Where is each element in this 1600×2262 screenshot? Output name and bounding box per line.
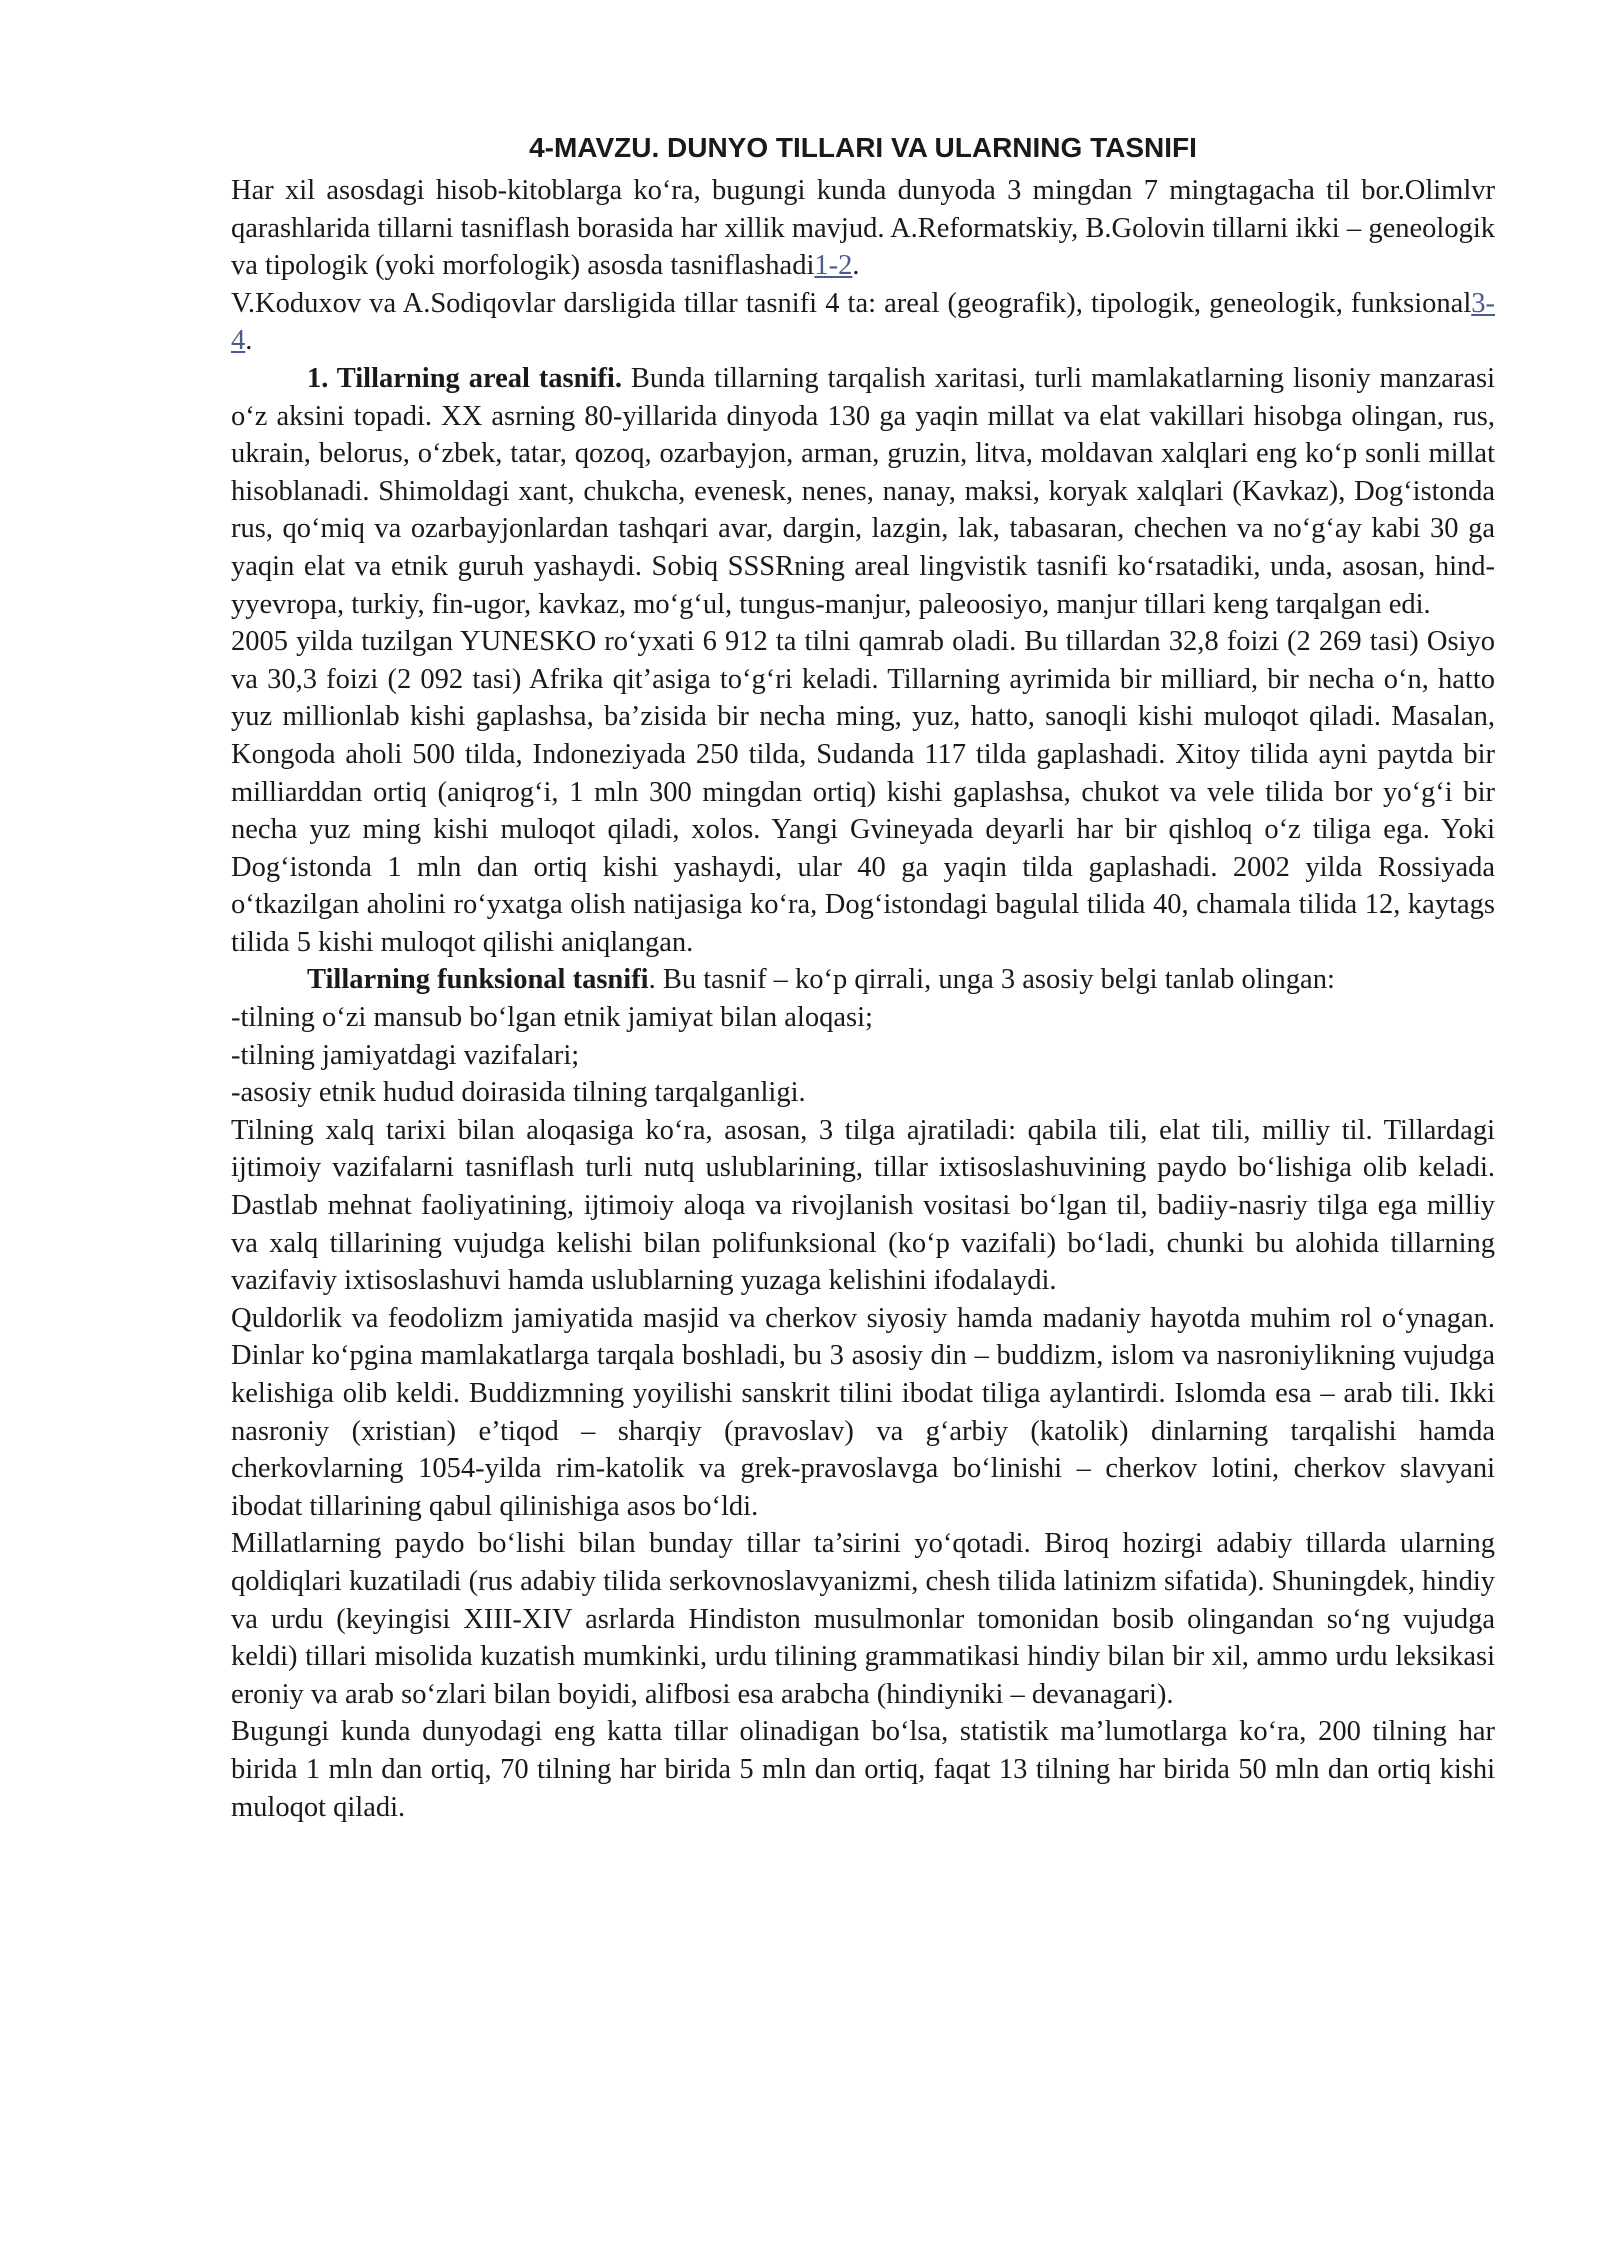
paragraph-intro — [231, 172, 1495, 285]
document-page — [231, 130, 1495, 1826]
section-heading-functional: Tillarning funksional tasnifi — [307, 964, 649, 996]
paragraph-areal — [231, 360, 1495, 623]
page-title: 4-MAVZU. DUNYO TILLARI VA ULARNING TASNIFI — [529, 132, 1197, 163]
paragraph-text: . Bu tasnif – ko‘p qirrali, unga 3 asosiy belgi tanlab olingan: — [648, 964, 1335, 996]
footnote-link[interactable]: 1-2 — [814, 250, 853, 282]
paragraph-text: V.Koduxov va A.Sodiqovlar darsligida tillar tasnifi 4 ta: areal (geografik), tipologik, geneologik, funksional — [231, 287, 1472, 319]
list-item: -tilning jamiyatdagi vazifalari; — [231, 1039, 580, 1071]
list-item: -asosiy etnik hudud doirasida tilning tarqalganligi. — [231, 1077, 806, 1109]
list-item: -tilning o‘zi mansub bo‘lgan etnik jamiyat bilan aloqasi; — [231, 1002, 873, 1034]
footnote-link[interactable]: 3-4 — [231, 287, 1495, 357]
paragraph-history: Tilning xalq tarixi bilan aloqasiga ko‘ra, asosan, 3 tilga ajratiladi: qabila tili, elat tili, milliy til. Tillardagi ijtimoiy vazifalarni tasniflash turli nutq uslublarining, tillar ixtisoslashuvining paydo bo‘lishiga olib keladi. Dastlab mehnat faoliyatining, ijtimoiy aloqa va rivojlanish vositasi bo‘lgan til, badiiy-nasriy tilga ega milliy va xalq tillarining vujudga kelishi bilan polifunksional (ko‘p vazifali) bo‘ladi, chunki bu alohida tillarning vazifaviy ixtisoslashuvi hamda uslublarning yuzaga kelishini ifodalaydi. — [231, 1114, 1495, 1297]
paragraph-text: Har xil asosdagi hisob-kitoblarga ko‘ra, bugungi kunda dunyoda 3 mingdan 7 mingtagacha til bor.Olimlvr qarashlarida tillarni tasniflash borasida har xillik mavjud. A.Reformatskiy, B.Golovin tillarni ikki – geneologik va tipologik (yoki morfologik) asosda tasniflashadi — [231, 175, 1495, 282]
paragraph-statistics: Bugungi kunda dunyodagi eng katta tillar olinadigan bo‘lsa, statistik ma’lumotlarga ko‘ra, 200 tilning har birida 1 mln dan ortiq, 70 tilning har birida 5 mln dan ortiq, faqat 13 tilning har birida 50 mln dan ortiq kishi muloqot qiladi. — [231, 1716, 1495, 1823]
section-heading-areal: 1. Tillarning areal tasnifi. — [307, 362, 622, 394]
paragraph-tail: . — [852, 250, 860, 282]
paragraph-functional — [231, 961, 1495, 999]
paragraph-tail: . — [245, 325, 253, 357]
paragraph-text: Bunda tillarning tarqalish xaritasi, turli mamlakatlarning lisoniy manzarasi o‘z aksini topadi. XX asrning 80-yillarida dinyoda 130 ga yaqin millat va elat vakillari hisobga olingan, rus, ukrain, belorus, o‘zbek, tatar, qozoq, ozarbayjon, arman, gruzin, litva, moldavan xalqlari eng ko‘p sonli millat hisoblanadi. Shimoldagi xant, chukcha, evenesk, nenes, nanay, maksi, koryak xalqlari (Kavkaz), Dog‘istonda rus, qo‘miq va ozarbayjonlardan tashqari avar, dargin, lazgin, lak, tabasaran, chechen va no‘g‘ay kabi 30 ga yaqin elat va etnik guruh yashaydi. Sobiq SSSRning areal lingvistik tasnifi ko‘rsatadiki, unda, asosan, hind-yyevropa, turkiy, fin-ugor, kavkaz, mo‘g‘ul, tungus-manjur, paleoosiyo, manjur tillari keng tarqalgan edi. — [231, 362, 1495, 620]
paragraph-religion: Quldorlik va feodolizm jamiyatida masjid va cherkov siyosiy hamda madaniy hayotda muhim rol o‘ynagan. Dinlar ko‘pgina mamlakatlarga tarqala boshladi, bu 3 asosiy din – buddizm, islom va nasroniylikning vujudga kelishiga olib keldi. Buddizmning yoyilishi sanskrit tilini ibodat tiliga aylantirdi. Islomda esa – arab tili. Ikki nasroniy (xristian) e’tiqod – sharqiy (pravoslav) va g‘arbiy (katolik) dinlarning tarqalishi hamda cherkovlarning 1054-yilda rim-katolik va grek-pravoslavga bo‘linishi – cherkov lotini, cherkov slavyani ibodat tillarining qabul qilinishiga asos bo‘ldi. — [231, 1302, 1495, 1522]
paragraph-classification — [231, 285, 1495, 360]
paragraph-unesco: 2005 yilda tuzilgan YUNESKO ro‘yxati 6 912 ta tilni qamrab oladi. Bu tillardan 32,8 foizi (2 269 tasi) Osiyo va 30,3 foizi (2 092 tasi) Afrika qit’asiga to‘g‘ri keladi. Tillarning ayrimida bir milliard, bir necha o‘n, hatto yuz millionlab kishi gaplashsa, ba’zisida bir necha ming, yuz, hatto, sanoqli kishi muloqot qiladi. Masalan, Kongoda aholi 500 tilda, Indoneziyada 250 tilda, Sudanda 117 tilda gaplashadi. Xitoy tilida ayni paytda bir milliarddan ortiq (aniqrog‘i, 1 mln 300 mingdan ortiq) kishi gaplashsa, chukot va vele tilida bor yo‘g‘i bir necha yuz ming kishi muloqot qiladi, xolos. Yangi Gvineyada deyarli har bir qishloq o‘z tiliga ega. Yoki Dog‘istonda 1 mln dan ortiq kishi yashaydi, ular 40 ga yaqin tilda gaplashadi. 2002 yilda Rossiyada o‘tkazilgan aholini ro‘yxatga olish natijasiga ko‘ra, Dog‘istondagi bagulal tilida 40, chamala tilida 12, kaytags tilida 5 kishi muloqot qilishi aniqlangan. — [231, 626, 1495, 958]
paragraph-nations: Millatlarning paydo bo‘lishi bilan bunday tillar ta’sirini yo‘qotadi. Biroq hozirgi adabiy tillarda ularning qoldiqlari kuzatiladi (rus adabiy tilida serkovnoslavyanizmi, chesh tilida latinizm sifatida). Shuningdek, hindiy va urdu (keyingisi XIII-XIV asrlarda Hindiston musulmonlar tomonidan bosib olingandan so‘ng vujudga keldi) tillari misolida kuzatish mumkinki, urdu tilining grammatikasi hindiy bilan bir xil, ammo urdu leksikasi eroniy va arab so‘zlari bilan boyidi, alifbosi esa arabcha (hindiyniki – devanagari). — [231, 1528, 1495, 1710]
